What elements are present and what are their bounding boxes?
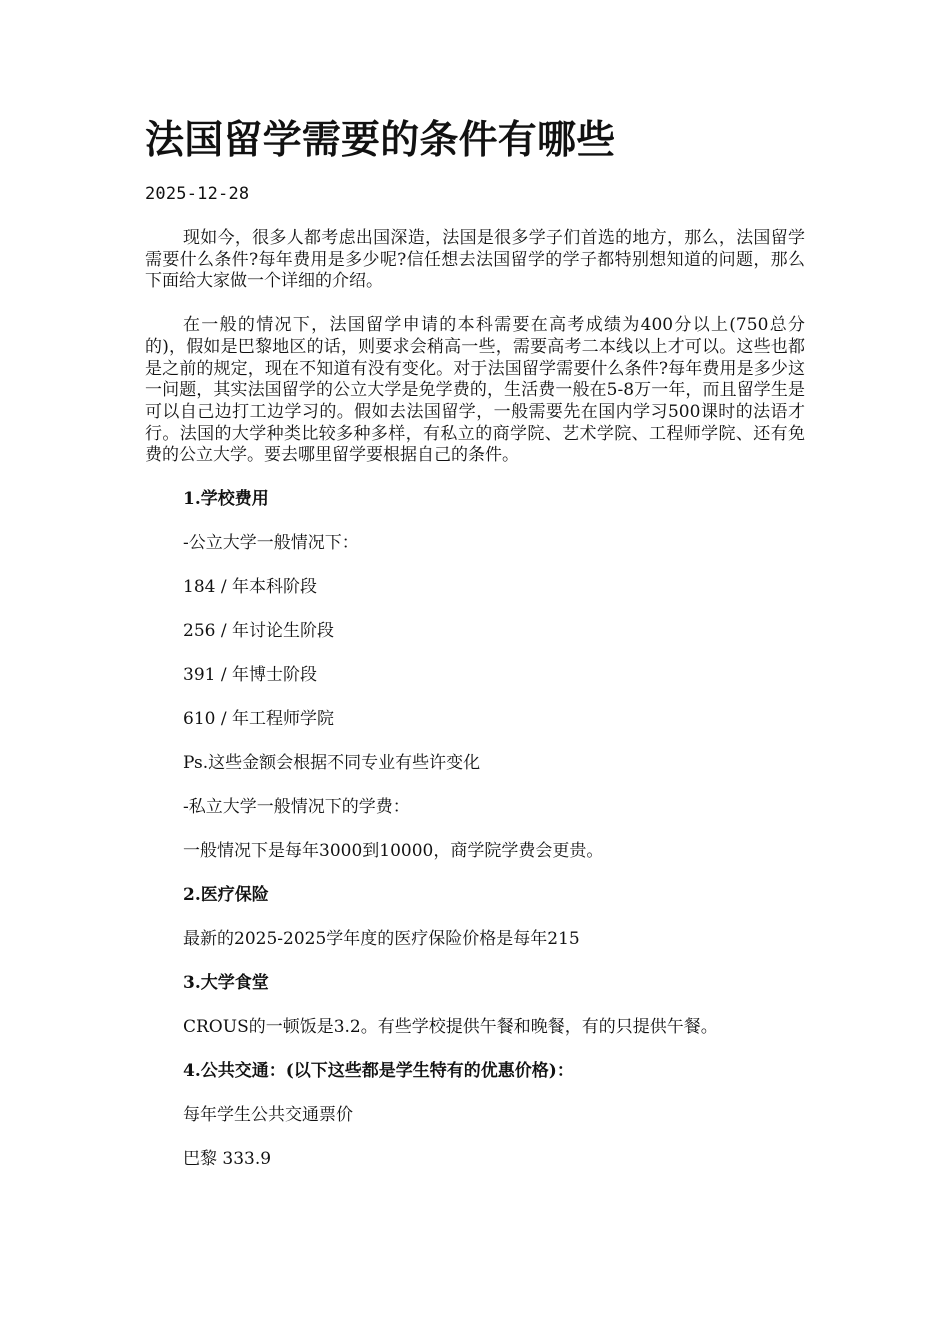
transport-paris-price: 巴黎 333.9 bbox=[183, 1149, 272, 1170]
canteen-text: CROUS的一顿饭是3.2。有些学校提供午餐和晚餐，有的只提供午餐。 bbox=[183, 1017, 718, 1038]
section-heading-insurance: 2.医疗保险 bbox=[183, 885, 269, 906]
section-heading-transport: 4.公共交通：(以下这些都是学生特有的优惠价格)： bbox=[183, 1061, 574, 1082]
publish-date: 2025-12-28 bbox=[145, 184, 250, 204]
page-title: 法国留学需要的条件有哪些 bbox=[145, 117, 616, 163]
fee-item-engineering: 610 / 年工程师学院 bbox=[183, 709, 334, 730]
article-content bbox=[145, 228, 805, 1193]
transport-label: 每年学生公共交通票价 bbox=[183, 1105, 353, 1126]
fee-item-bachelor: 184 / 年本科阶段 bbox=[183, 577, 317, 598]
insurance-text: 最新的2025-2025学年度的医疗保险价格是每年215 bbox=[183, 929, 580, 950]
public-university-label: -公立大学一般情况下： bbox=[183, 533, 359, 554]
fee-item-master: 256 / 年讨论生阶段 bbox=[183, 621, 334, 642]
private-university-label: -私立大学一般情况下的学费： bbox=[183, 797, 410, 818]
section-heading-canteen: 3.大学食堂 bbox=[183, 973, 269, 994]
intro-paragraph: 现如今，很多人都考虑出国深造，法国是很多学子们首选的地方，那么，法国留学需要什么条件?每年费用是多少呢?信任想去法国留学的学子都特别想知道的问题，那么下面给大家做一个详细的介绍。 bbox=[145, 228, 805, 292]
body-paragraph: 在一般的情况下，法国留学申请的本科需要在高考成绩为400分以上(750总分的)，假如是巴黎地区的话，则要求会稍高一些，需要高考二本线以上才可以。这些也都是之前的规定，现在不知道有没有变化。对于法国留学需要什么条件?每年费用是多少这一问题，其实法国留学的公立大学是免学费的，生活费一般在5-8万一年，而且留学生是可以自己边打工边学习的。假如去法国留学，一般需要先在国内学习500课时的法语才行。法国的大学种类比较多种多样，有私立的商学院、艺术学院、工程师学院、还有免费的公立大学。要去哪里留学要根据自己的条件。 bbox=[145, 315, 805, 466]
fee-note: Ps.这些金额会根据不同专业有些许变化 bbox=[183, 753, 481, 774]
section-heading-tuition: 1.学校费用 bbox=[183, 489, 269, 510]
fee-item-doctorate: 391 / 年博士阶段 bbox=[183, 665, 317, 686]
private-tuition-text: 一般情况下是每年3000到10000，商学院学费会更贵。 bbox=[183, 841, 604, 862]
